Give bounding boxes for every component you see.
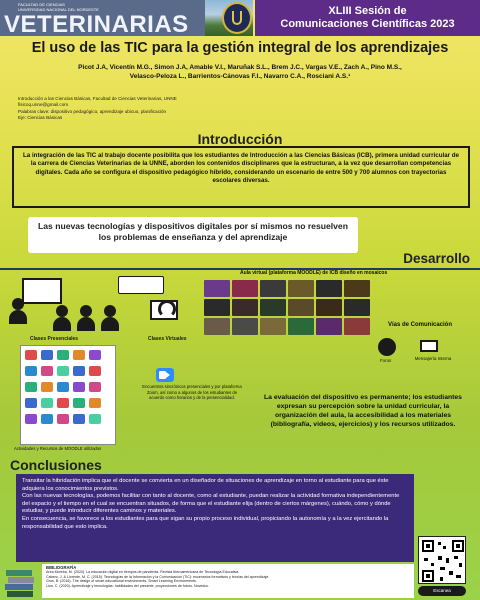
activity-icon [73, 398, 85, 408]
brand-logo-text: VETERINARIAS [4, 11, 189, 36]
aula-virtual-title: Aula virtual (plataforma MOODLE) de ICB diseño en mosaicos [240, 270, 388, 276]
actividades-label: Actividades y Recursos de MOODLE utilizados [14, 446, 102, 451]
activity-icon [57, 382, 69, 392]
teacher-icon [12, 298, 24, 310]
evaluation-text: La evaluación del dispositivo es permanente; los estudiantes expresan su percepción sobre la unidad curricular, la organización del aula, la accesibilidad a los materiales (bibliografía, videos, ejercicios) y los recursos utilizados. [264, 394, 462, 428]
mosaic-tile [204, 280, 230, 297]
desarrollo-heading: Desarrollo [403, 251, 470, 266]
poster-title: El uso de las TIC para la gestión integral de los aprendizajes [31, 40, 449, 56]
moodle-mosaic [204, 280, 372, 336]
activity-icon [89, 366, 101, 376]
activity-icon [73, 414, 85, 424]
event-line2: Comunicaciones Científicas 2023 [280, 18, 455, 30]
activity-icon [89, 414, 101, 424]
mosaic-tile [344, 318, 370, 335]
mosaic-tile [316, 280, 342, 297]
biblio-item: Cabero, J. & Llorente, M. C. (2015). Tecnologías de la Información y la Comunicación (TIC): escenarios formativos y teorías del aprendizaje. [46, 574, 270, 579]
mosaic-tile [204, 318, 230, 335]
activity-icon [73, 350, 85, 360]
foros-label: Foros [380, 358, 392, 363]
bibliografia-heading: BIBLIOGRAFÍA [46, 565, 77, 570]
vias-title: Vías de Comunicación [388, 322, 453, 328]
activity-icon [57, 398, 69, 408]
student-body-icon [77, 317, 95, 331]
activity-icon [89, 350, 101, 360]
activity-icon [25, 414, 37, 424]
activity-icon [73, 382, 85, 392]
mosaic-tile [288, 299, 314, 316]
qr-scan-button[interactable]: Escanea [418, 586, 466, 596]
quote-box: Las nuevas tecnologías y dispositivos digitales por sí mismos no resuelven los problemas de enseñanza y del aprendizaje [28, 217, 358, 253]
activity-icon [89, 382, 101, 392]
clases-presenciales-label: Clases Presenciales [30, 336, 79, 342]
mosaic-tile [260, 318, 286, 335]
conclusiones-box [16, 474, 414, 562]
mensajeria-label: Mensajería Interna [414, 356, 452, 361]
mosaic-tile [204, 299, 230, 316]
chat-bubble-icon [118, 276, 164, 294]
books-icon [4, 566, 38, 598]
whiteboard-icon [22, 278, 62, 304]
affiliation-line: Introducción a las Ciencias Básicas, Facultad de Ciencias Veterinarias, UNNE [18, 96, 177, 101]
activity-icon [25, 382, 37, 392]
biblio-item: Area Moreira, M. (2020). La educación digital en tiempos de pandemia. Revista Iberoamericana de Tecnología Educativa. [46, 570, 240, 575]
mosaic-tile [232, 318, 258, 335]
activity-icon [41, 414, 53, 424]
forum-icon [378, 338, 396, 356]
activity-icon [25, 366, 37, 376]
moodle-activities-grid [20, 345, 116, 445]
activity-icon [41, 350, 53, 360]
email: fisicoq.unne@gmail.com [18, 102, 69, 108]
activity-icon [57, 366, 69, 376]
mosaic-tile [316, 299, 342, 316]
student-body-icon [101, 317, 119, 331]
authors-line: Picot J.A, Vicentín M.G., Simon J.A, Amable V.I., Maruñak S.L., Brem J.C., Vargas V.E., Zach A., Pino M.S., [78, 64, 402, 71]
student-icon [56, 305, 68, 317]
student-icon [80, 305, 92, 317]
activity-icon [41, 366, 53, 376]
conclusion-paragraph: Transitar la hibridación implica que el docente se convierta en un diseñador de situaciones de aprendizaje en torno al estudiante para que éste adquiera los conocimientos previstos. [22, 478, 389, 492]
faculty-line: FACULTAD DE CIENCIAS [18, 2, 65, 7]
mosaic-tile [232, 299, 258, 316]
conclusion-paragraph: En consecuencia, se favorece a los estudiantes para que sigan su propio proceso individual, propiciando la autonomía y a la vez ejercitando la responsabilidad que esto implica. [22, 515, 389, 530]
intro-text: La integración de las TIC al trabajo docente posibilita que los estudiantes de Introducción a las Ciencias Básicas (ICB), primera unidad curricular de la carrera de Ciencias Veterinarias de la UNNE, aborden los contenidos disciplinares que la estructuran, a la vez que desarrollan competencias digitales. Cada año se configura el dispositivo pedagógico híbrido, considerando un escenario de entre 500 y 700 alumnos con trayectorias escolares diversas. [12, 146, 470, 208]
student-icon [104, 305, 116, 317]
keywords: Palabras clave: dispositivo pedagógico, aprendizaje ubicuo, planificación [18, 108, 167, 114]
teacher-body-icon [9, 310, 27, 324]
conclusion-paragraph: Con las nuevas tecnologías, podemos facilitar con tanto al docente, como al estudiante, puedan realizar la actividad formativa independientemente del espacio y el tiempo en el cual se encuentran situados, de forma que el estudiante elija (dentro de ciertos márgenes), cuándo, cómo y dónde estudiar, y puede introducir diferentes caminos y materiales. [22, 493, 400, 515]
clases-virtuales-label: Clases Virtuales [148, 336, 187, 342]
qr-code[interactable] [418, 536, 466, 584]
mosaic-tile [260, 280, 286, 297]
activity-icon [89, 398, 101, 408]
biblio-item: Gros, B. (2016). The design of smart educational environments. Smart Learning Environments. [46, 579, 197, 584]
zoom-text: Encuentros sincrónicos presenciales y por plataforma Zoom, así como a algunos de los estudiantes de acuerdo como horarios y de la presencialidad. [142, 384, 242, 401]
activity-icon [57, 350, 69, 360]
activity-icon [25, 350, 37, 360]
mosaic-tile [288, 318, 314, 335]
biblio-item: Lion, C. (2020). Aprendizaje y tecnologías: habilidades del presente, proyecciones de futuro. Noveduc. [46, 583, 210, 588]
mosaic-tile [316, 318, 342, 335]
activity-icon [73, 366, 85, 376]
event-line1: XLIII Sesión de [328, 5, 407, 17]
mosaic-tile [288, 280, 314, 297]
headset-icon [158, 300, 176, 318]
activity-icon [25, 398, 37, 408]
student-body-icon [53, 317, 71, 331]
activity-icon [41, 398, 53, 408]
conclusiones-heading: Conclusiones [10, 457, 102, 473]
authors [10, 63, 470, 81]
mosaic-tile [344, 280, 370, 297]
mosaic-tile [344, 299, 370, 316]
axis: Eje: Ciencias Básicas [18, 115, 63, 121]
faculty-line: UNIVERSIDAD NACIONAL DEL NORDESTE [18, 6, 99, 12]
faculty-banner [0, 0, 205, 36]
zoom-icon [156, 368, 174, 382]
authors-line: Velasco-Peloza L., Barrientos-Cánovas F.I., Navarro C.A., Rosciani A.S.¹ [129, 73, 351, 80]
intro-heading: Introducción [197, 131, 283, 147]
university-seal-icon [222, 2, 252, 34]
event-banner [255, 0, 480, 36]
bibliografia [42, 564, 414, 598]
mosaic-tile [260, 299, 286, 316]
mosaic-tile [232, 280, 258, 297]
mail-icon [420, 340, 438, 352]
affiliation [18, 96, 318, 122]
activity-icon [41, 382, 53, 392]
activity-icon [57, 414, 69, 424]
